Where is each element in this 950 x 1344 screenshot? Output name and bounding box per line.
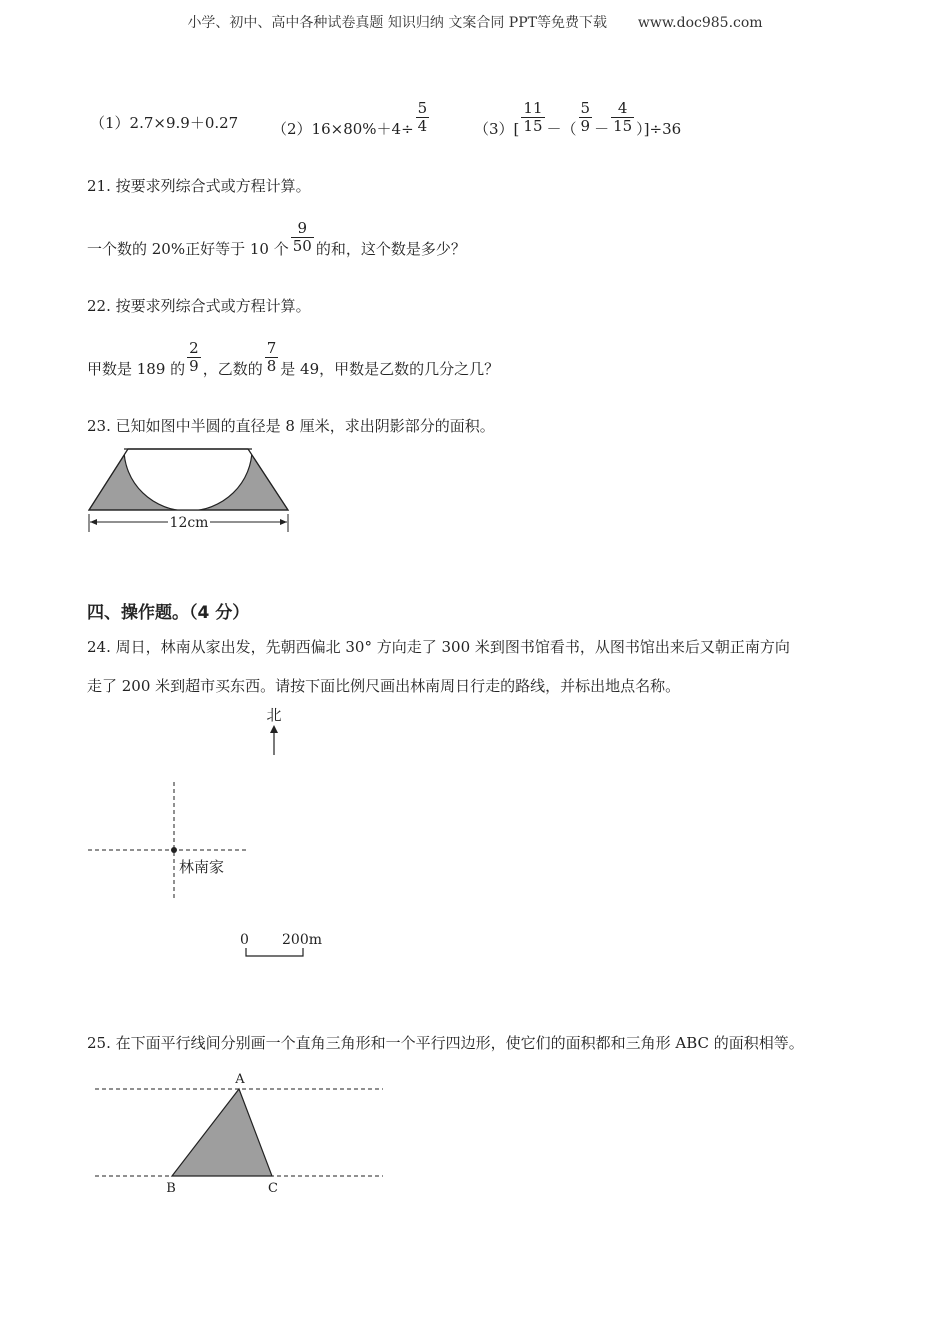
fraction-numerator: 7: [266, 339, 277, 357]
q20-p3-prefix: （3）[: [474, 119, 520, 138]
q21-text-a: 一个数的 20%正好等于 10 个: [87, 239, 289, 258]
header-url[interactable]: www.doc985.com: [637, 15, 763, 31]
q22-title: 22. 按要求列综合式或方程计算。: [87, 297, 311, 315]
q21-text-b: 的和，这个数是多少？: [315, 239, 466, 258]
q25-text: 25. 在下面平行线间分别画一个直角三角形和一个平行四边形，使它们的面积都和三角形 ABC 的面积相等。: [87, 1034, 804, 1052]
fraction-denominator: 15: [523, 117, 543, 136]
fraction-numerator: 4: [617, 99, 628, 117]
fraction-numerator: 11: [523, 99, 543, 117]
north-label: 北: [266, 706, 282, 724]
q22-text-b: ，乙数的: [202, 359, 263, 378]
arrowhead-left: [90, 519, 97, 525]
q24-text-line2: 走了 200 米到超市买东西。请按下面比例尺画出林南周日行走的路线，并标出地点名称。: [87, 677, 681, 695]
q21-text: [87, 219, 466, 268]
q21-title: 21. 按要求列综合式或方程计算。: [87, 177, 311, 195]
q24-map-figure: [80, 700, 340, 970]
q20-p1-text: （1）2.7×9.9＋0.27: [90, 114, 239, 132]
scale-zero: 0: [240, 932, 249, 948]
home-point: [171, 847, 177, 853]
fraction-denominator: 8: [266, 357, 277, 376]
q20-p3-operator-1: －（: [546, 119, 577, 138]
q20-expression-2: [272, 99, 431, 148]
q21-fraction: [291, 220, 314, 256]
q20-p3-fraction-3: [611, 100, 634, 136]
q22-text: [87, 339, 500, 388]
q20-p2-text: （2）16×80%＋4÷: [272, 119, 414, 138]
q20-expression-3: [474, 99, 682, 148]
fraction-denominator: 9: [189, 357, 199, 376]
vertex-a-label: A: [235, 1072, 245, 1087]
q20-p2-fraction: [416, 100, 430, 136]
triangle-abc: [172, 1089, 272, 1176]
fraction-denominator: 4: [417, 117, 428, 136]
scale-label: 200m: [282, 932, 322, 948]
q23-title: 23. 已知如图中半圆的直径是 8 厘米，求出阴影部分的面积。: [87, 417, 495, 435]
q22-fraction-2: [265, 340, 279, 376]
vertex-b-label: B: [166, 1181, 176, 1196]
scale-bar: [246, 948, 303, 956]
fraction-numerator: 9: [297, 219, 308, 237]
home-label: 林南家: [179, 858, 225, 876]
q20-p3-fraction-1: [521, 100, 544, 136]
dimension-label: 12cm: [169, 515, 209, 531]
q23-trapezoid-figure: [80, 440, 300, 540]
section-heading: 四、操作题。（4 分）: [87, 603, 250, 623]
fraction-denominator: 9: [580, 117, 591, 136]
q24-text-line1: 24. 周日，林南从家出发，先朝西偏北 30° 方向走了 300 米到图书馆看书，从图书馆出来后又朝正南方向: [87, 638, 790, 656]
vertex-c-label: C: [268, 1181, 278, 1196]
arrowhead-right: [280, 519, 287, 525]
fraction-numerator: 5: [580, 99, 591, 117]
header-text: 小学、初中、高中各种试卷真题 知识归纳 文案合同 PPT等免费下载: [187, 15, 607, 31]
q25-triangle-figure: [90, 1065, 390, 1200]
fraction-denominator: 15: [613, 117, 633, 136]
q20-expression-1: [90, 112, 238, 133]
fraction-numerator: 2: [189, 339, 199, 357]
q22-fraction-1: [187, 340, 201, 376]
q20-p3-suffix: ）]÷36: [636, 119, 682, 138]
fraction-numerator: 5: [417, 99, 428, 117]
north-arrow-icon: [270, 725, 278, 733]
q22-text-a: 甲数是 189 的: [87, 359, 186, 378]
fraction-denominator: 50: [292, 237, 312, 256]
page-header: [0, 12, 950, 32]
q20-p3-fraction-2: [579, 100, 593, 136]
q22-text-c: 是 49，甲数是乙数的几分之几？: [280, 359, 500, 378]
q20-p3-operator-2: －: [594, 119, 610, 138]
